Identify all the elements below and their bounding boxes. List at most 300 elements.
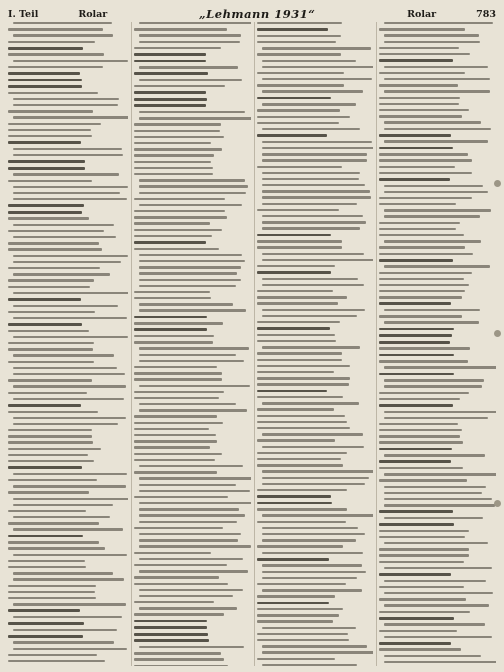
- entry-line: [384, 309, 480, 311]
- entry-line: [257, 408, 335, 410]
- entry-line: [139, 266, 241, 268]
- entry-line: [8, 180, 92, 182]
- left-keyword: Rolar: [78, 8, 108, 20]
- entry-line: [8, 566, 86, 568]
- entry-line: [384, 580, 486, 582]
- entry-line: [8, 392, 87, 394]
- entry-line: [257, 489, 347, 491]
- entry-line: [257, 633, 348, 635]
- entry-line: [8, 547, 105, 549]
- entry-line: [257, 166, 343, 168]
- entry-line: [8, 92, 98, 94]
- directory-columns: [8, 22, 496, 666]
- entry-line: [134, 620, 207, 623]
- entry-line: [257, 452, 348, 454]
- entry-line: [262, 470, 374, 472]
- entry-line: [257, 340, 336, 342]
- entry-line: [262, 483, 366, 485]
- entry-line: [384, 636, 492, 638]
- entry-line: [134, 372, 222, 374]
- entry-line: [8, 28, 103, 30]
- entry-line: [257, 595, 336, 597]
- entry-line: [379, 153, 467, 155]
- entry-line: [13, 385, 126, 387]
- entry-line: [262, 103, 357, 105]
- entry-line: [262, 571, 366, 573]
- entry-line: [139, 79, 242, 81]
- entry-line: [257, 371, 335, 373]
- entry-line: [379, 302, 450, 305]
- entry-line: [379, 84, 458, 86]
- entry-line: [379, 278, 464, 280]
- entry-line: [384, 34, 479, 36]
- entry-line: [379, 642, 450, 645]
- entry-line: [134, 316, 207, 319]
- entry-line: [134, 104, 206, 107]
- entry-line: [384, 209, 491, 211]
- entry-line: [8, 230, 104, 232]
- entry-line: [13, 186, 128, 188]
- entry-line: [262, 215, 363, 217]
- entry-line: [139, 254, 242, 256]
- entry-line: [379, 166, 455, 168]
- entry-line: [8, 311, 95, 313]
- entry-line: [8, 85, 82, 88]
- entry-line: [8, 510, 86, 512]
- entry-line: [13, 498, 128, 500]
- entry-line: [379, 253, 472, 255]
- entry-line: [257, 620, 334, 622]
- entry-line: [13, 305, 118, 307]
- entry-line: [134, 366, 217, 368]
- entry-line: [379, 460, 450, 463]
- directory-column-3: [254, 22, 374, 666]
- entry-line: [379, 630, 456, 632]
- entry-line: [257, 302, 339, 304]
- entry-line: [8, 361, 94, 363]
- entry-line: [134, 601, 215, 603]
- entry-line: [257, 377, 350, 379]
- entry-line: [13, 273, 110, 275]
- entry-line: [384, 140, 488, 142]
- entry-line: [134, 391, 224, 393]
- entry-line: [262, 533, 366, 535]
- entry-line: [134, 47, 221, 49]
- entry-line: [13, 423, 118, 425]
- entry-line: [379, 28, 465, 30]
- entry-line: [379, 115, 462, 117]
- entry-line: [379, 536, 465, 538]
- entry-line: [134, 85, 225, 87]
- entry-line: [139, 41, 240, 43]
- directory-column-4: [376, 22, 496, 666]
- entry-line: [257, 240, 342, 242]
- entry-line: [139, 111, 246, 113]
- entry-line: [13, 116, 128, 118]
- entry-line: [384, 504, 494, 506]
- entry-line: [8, 585, 96, 587]
- entry-line: [384, 623, 485, 625]
- entry-line: [379, 573, 451, 576]
- entry-line: [134, 446, 211, 448]
- entry-line: [262, 577, 357, 579]
- entry-line: [8, 211, 82, 214]
- entry-line: [379, 467, 463, 469]
- entry-line: [379, 203, 456, 205]
- entry-line: [139, 465, 244, 467]
- entry-line: [8, 204, 84, 207]
- entry-line: [139, 607, 237, 609]
- entry-line: [384, 498, 491, 500]
- entry-line: [379, 72, 465, 74]
- entry-line: [262, 172, 361, 174]
- entry-line: [379, 315, 462, 317]
- entry-line: [257, 41, 336, 43]
- entry-line: [262, 60, 356, 62]
- entry-line: [262, 47, 372, 49]
- entry-line: [257, 97, 331, 100]
- entry-line: [139, 502, 251, 504]
- entry-line: [13, 104, 118, 106]
- directory-column-2: [131, 22, 251, 666]
- entry-line: [134, 471, 218, 473]
- entry-line: [8, 448, 101, 450]
- entry-line: [8, 522, 99, 524]
- entry-line: [379, 530, 468, 532]
- entry-line: [257, 545, 344, 547]
- entry-line: [8, 479, 97, 481]
- entry-line: [134, 123, 222, 125]
- entry-line: [379, 134, 451, 137]
- entry-line: [262, 147, 374, 149]
- entry-line: [139, 484, 237, 486]
- entry-line: [257, 495, 332, 498]
- entry-line: [139, 589, 243, 591]
- entry-line: [8, 435, 92, 437]
- entry-line: [257, 583, 347, 585]
- entry-line: [262, 253, 364, 255]
- entry-line: [134, 665, 228, 666]
- entry-line: [13, 641, 114, 643]
- entry-line: [384, 265, 490, 267]
- entry-line: [134, 154, 214, 156]
- entry-line: [8, 160, 85, 163]
- entry-line: [379, 423, 458, 425]
- entry-line: [384, 191, 488, 193]
- entry-line: [262, 477, 369, 479]
- entry-line: [379, 617, 454, 620]
- entry-line: [8, 560, 85, 562]
- entry-line: [262, 141, 372, 143]
- entry-line: [8, 72, 80, 75]
- binding-holes: [490, 0, 504, 672]
- entry-line: [262, 78, 373, 80]
- entry-line: [384, 66, 488, 68]
- entry-line: [262, 66, 374, 68]
- entry-line: [379, 234, 464, 236]
- entry-line: [8, 110, 93, 112]
- entry-line: [139, 539, 238, 541]
- entry-line: [379, 47, 458, 49]
- entry-line: [134, 453, 223, 455]
- entry-line: [379, 441, 463, 443]
- entry-line: [139, 360, 244, 362]
- entry-line: [262, 446, 364, 448]
- entry-line: [379, 429, 462, 431]
- entry-line: [13, 60, 128, 62]
- binding-hole: [494, 180, 501, 187]
- entry-line: [257, 271, 331, 274]
- entry-line: [134, 248, 219, 250]
- entry-line: [8, 535, 83, 538]
- entry-line: [379, 147, 452, 150]
- entry-line: [257, 290, 334, 292]
- right-keyword: Rolar: [407, 8, 437, 20]
- entry-line: [134, 328, 207, 331]
- entry-line: [384, 661, 496, 663]
- entry-line: [134, 148, 222, 150]
- entry-line: [13, 516, 110, 518]
- entry-line: [257, 72, 344, 74]
- header-left: [8, 9, 107, 20]
- entry-line: [134, 322, 223, 324]
- entry-line: [262, 184, 365, 186]
- entry-line: [257, 296, 348, 298]
- entry-line: [257, 84, 345, 86]
- entry-line: [8, 123, 101, 125]
- entry-line: [139, 204, 242, 206]
- entry-line: [379, 290, 465, 292]
- entry-line: [384, 604, 488, 606]
- entry-line: [8, 541, 99, 543]
- entry-line: [379, 554, 469, 556]
- entry-line: [257, 22, 342, 24]
- entry-line: [8, 429, 92, 431]
- entry-line: [8, 379, 92, 381]
- entry-line: [13, 192, 120, 194]
- entry-line: [262, 259, 374, 261]
- entry-line: [257, 421, 348, 423]
- entry-line: [379, 586, 464, 588]
- entry-line: [384, 592, 493, 594]
- entry-line: [134, 440, 217, 442]
- entry-line: [384, 492, 482, 494]
- entry-line: [13, 603, 126, 605]
- entry-line: [257, 334, 336, 336]
- entry-line: [139, 117, 251, 119]
- entry-line: [8, 441, 93, 443]
- entry-line: [13, 485, 126, 487]
- entry-line: [13, 473, 127, 475]
- entry-line: [139, 279, 241, 281]
- entry-line: [262, 539, 357, 541]
- entry-line: [139, 285, 236, 287]
- entry-line: [13, 236, 116, 238]
- entry-line: [134, 297, 211, 299]
- entry-line: [262, 433, 363, 435]
- entry-line: [13, 398, 124, 400]
- entry-line: [379, 97, 460, 99]
- section-label: I. Teil: [8, 8, 39, 20]
- entry-line: [384, 90, 490, 92]
- entry-line: [379, 246, 465, 248]
- entry-line: [8, 348, 93, 350]
- entry-line: [8, 323, 82, 326]
- entry-line: [384, 385, 482, 387]
- entry-line: [384, 366, 496, 368]
- entry-line: [262, 227, 360, 229]
- entry-line: [257, 321, 340, 323]
- entry-line: [257, 359, 343, 361]
- entry-line: [257, 352, 342, 354]
- entry-line: [379, 341, 450, 344]
- entry-line: [379, 159, 471, 161]
- entry-line: [139, 66, 239, 68]
- entry-line: [262, 278, 358, 280]
- entry-line: [134, 576, 220, 578]
- entry-line: [8, 597, 96, 599]
- entry-line: [139, 34, 241, 36]
- entry-line: [134, 626, 208, 629]
- entry-line: [8, 491, 89, 493]
- entry-line: [8, 135, 92, 137]
- entry-line: [134, 235, 212, 237]
- entry-line: [134, 241, 206, 244]
- entry-line: [262, 552, 364, 554]
- entry-line: [134, 28, 228, 30]
- entry-line: [262, 589, 363, 591]
- entry-line: [139, 646, 244, 648]
- entry-line: [8, 79, 82, 82]
- entry-line: [139, 595, 234, 597]
- entry-line: [262, 196, 372, 198]
- entry-line: [13, 173, 119, 175]
- entry-line: [139, 558, 244, 560]
- entry-line: [13, 198, 127, 200]
- entry-line: [384, 417, 488, 419]
- entry-line: [379, 479, 467, 481]
- entry-line: [379, 373, 454, 376]
- entry-line: [134, 161, 211, 163]
- entry-line: [262, 203, 358, 205]
- entry-line: [379, 561, 463, 563]
- entry-line: [262, 284, 364, 286]
- entry-line: [134, 210, 225, 212]
- entry-line: [13, 367, 117, 369]
- entry-line: [379, 259, 453, 262]
- entry-line: [134, 136, 224, 138]
- entry-line: [379, 178, 450, 181]
- entry-line: [134, 91, 206, 94]
- entry-line: [379, 611, 470, 613]
- entry-line: [257, 28, 329, 31]
- entry-line: [257, 122, 339, 124]
- entry-line: [8, 41, 95, 43]
- entry-line: [134, 130, 220, 132]
- entry-line: [134, 142, 211, 144]
- entry-line: [379, 222, 460, 224]
- directory-column-1: [8, 22, 128, 666]
- entry-line: [8, 286, 90, 288]
- entry-line: [257, 246, 343, 248]
- entry-line: [13, 22, 112, 24]
- header-right: [407, 9, 496, 20]
- entry-line: [8, 454, 88, 456]
- entry-line: [257, 602, 330, 605]
- entry-line: [384, 542, 488, 544]
- entry-line: [257, 383, 349, 385]
- entry-line: [134, 564, 228, 566]
- entry-line: [13, 554, 127, 556]
- entry-line: [134, 639, 209, 642]
- entry-line: [134, 496, 228, 498]
- entry-line: [139, 508, 239, 510]
- entry-line: [262, 221, 367, 223]
- entry-line: [257, 658, 335, 660]
- entry-line: [8, 660, 105, 662]
- entry-line: [13, 528, 123, 530]
- entry-line: [13, 373, 125, 375]
- entry-line: [139, 303, 234, 305]
- entry-line: [13, 354, 114, 356]
- entry-line: [262, 564, 362, 566]
- entry-line: [13, 98, 119, 100]
- entry-line: [379, 354, 453, 357]
- entry-line: [262, 315, 357, 317]
- entry-line: [8, 404, 81, 407]
- entry-line: [384, 321, 479, 323]
- entry-line: [257, 396, 343, 398]
- entry-line: [134, 527, 223, 529]
- entry-line: [8, 242, 99, 244]
- entry-line: [262, 190, 370, 192]
- entry-line: [384, 128, 491, 130]
- entry-line: [262, 128, 360, 130]
- entry-line: [257, 608, 343, 610]
- entry-line: [379, 172, 471, 174]
- page-number: 783: [476, 8, 496, 20]
- entry-line: [384, 41, 480, 43]
- entry-line: [134, 222, 210, 224]
- entry-line: [8, 330, 89, 332]
- entry-line: [139, 272, 238, 274]
- entry-line: [262, 651, 374, 653]
- entry-line: [384, 240, 481, 242]
- entry-line: [257, 327, 330, 330]
- entry-line: [8, 466, 82, 469]
- entry-line: [139, 179, 245, 181]
- entry-line: [13, 629, 117, 631]
- entry-line: [257, 464, 344, 466]
- entry-line: [8, 298, 81, 301]
- entry-line: [379, 284, 469, 286]
- entry-line: [13, 648, 127, 650]
- entry-line: [384, 215, 480, 217]
- entry-line: [13, 154, 123, 156]
- entry-line: [257, 116, 351, 118]
- entry-line: [139, 385, 250, 387]
- entry-line: [384, 185, 483, 187]
- entry-line: [134, 434, 216, 436]
- entry-line: [134, 583, 228, 585]
- entry-line: [8, 167, 85, 170]
- entry-line: [257, 427, 350, 429]
- entry-line: [8, 609, 80, 612]
- entry-line: [13, 616, 122, 618]
- entry-line: [379, 347, 470, 349]
- entry-line: [134, 459, 215, 461]
- entry-line: [379, 435, 459, 437]
